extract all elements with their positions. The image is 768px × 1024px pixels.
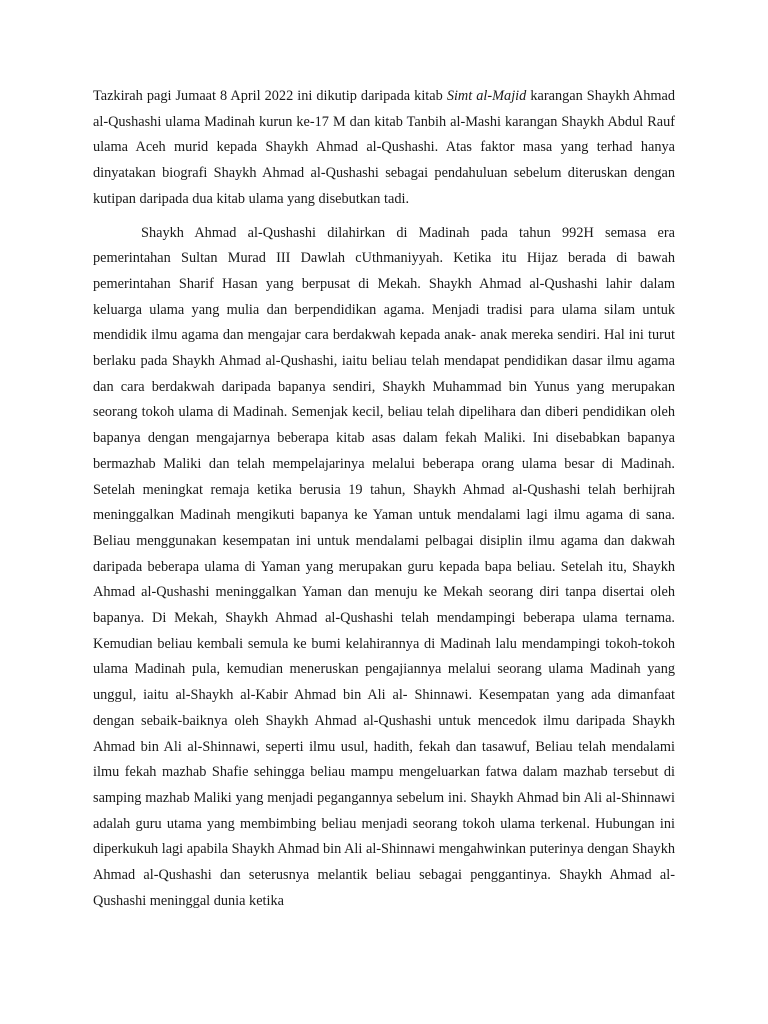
- book-title: Simt al-Majid: [446, 88, 527, 104]
- intro-text-before-title: Tazkirah pagi Jumaat 8 April 2022 ini dikutip daripada kitab: [93, 88, 447, 104]
- intro-text-after-title: karangan Shaykh Ahmad al-Qushashi ulama Madinah kurun ke-17 M dan kitab Tanbih al-Mashi karangan Shaykh Abdul Rauf ulama Aceh murid kepada Shaykh Ahmad al-Qushashi. Atas faktor masa yang terhad hanya dinyatakan biografi Shaykh Ahmad al-Qushashi sebagai pendahuluan sebelum diteruskan dengan kutipan daripada dua kitab ulama yang disebutkan tadi.: [93, 88, 675, 207]
- intro-paragraph: [93, 84, 675, 213]
- document-body: [93, 84, 675, 915]
- biography-paragraph: Shaykh Ahmad al-Qushashi dilahirkan di Madinah pada tahun 992H semasa era pemerintahan Sultan Murad III Dawlah cUthmaniyyah. Ketika itu Hijaz berada di bawah pemerintahan Sharif Hasan yang berpusat di Mekah. Shaykh Ahmad al-Qushashi lahir dalam keluarga ulama yang mulia dan berpendidikan agama. Menjadi tradisi para ulama silam untuk mendidik ilmu agama dan mengajar cara berdakwah kepada anak- anak mereka sendiri. Hal ini turut berlaku pada Shaykh Ahmad al-Qushashi, iaitu beliau telah mendapat pendidikan dasar ilmu agama dan cara berdakwah daripada bapanya sendiri, Shaykh Muhammad bin Yunus yang merupakan seorang tokoh ulama di Madinah. Semenjak kecil, beliau telah dipelihara dan diberi pendidikan oleh bapanya dengan mengajarnya beberapa kitab asas dalam fekah Maliki. Ini disebabkan bapanya bermazhab Maliki dan telah mempelajarinya melalui beberapa orang ulama besar di Madinah. Setelah meningkat remaja ketika berusia 19 tahun, Shaykh Ahmad al-Qushashi telah berhijrah meninggalkan Madinah mengikuti bapanya ke Yaman untuk mendalami lagi ilmu agama di sana. Beliau menggunakan kesempatan ini untuk mendalami pelbagai disiplin ilmu agama dan dakwah daripada beberapa ulama di Yaman yang merupakan guru kepada bapa beliau. Setelah itu, Shaykh Ahmad al-Qushashi meninggalkan Yaman dan menuju ke Mekah seorang diri tanpa disertai oleh bapanya. Di Mekah, Shaykh Ahmad al-Qushashi telah mendampingi beberapa ulama ternama. Kemudian beliau kembali semula ke bumi kelahirannya di Madinah lalu mendampingi tokoh-tokoh ulama Madinah pula, kemudian meneruskan pengajiannya melalui seorang ulama Madinah yang unggul, iaitu al-Shaykh al-Kabir Ahmad bin Ali al- Shinnawi. Kesempatan yang ada dimanfaat dengan sebaik-baiknya oleh Shaykh Ahmad al-Qushashi untuk mencedok ilmu daripada Shaykh Ahmad bin Ali al-Shinnawi, seperti ilmu usul, hadith, fekah dan tasawuf, Beliau telah mendalami ilmu fekah mazhab Shafie sehingga beliau mampu mengeluarkan fatwa dalam mazhab tersebut di samping mazhab Maliki yang menjadi pegangannya sebelum ini. Shaykh Ahmad bin Ali al-Shinnawi adalah guru utama yang membimbing beliau menjadi seorang tokoh ulama terkenal. Hubungan ini diperkukuh lagi apabila Shaykh Ahmad bin Ali al-Shinnawi mengahwinkan puterinya dengan Shaykh Ahmad al-Qushashi dan seterusnya melantik beliau sebagai penggantinya. Shaykh Ahmad al-Qushashi meninggal dunia ketika: [93, 224, 675, 909]
